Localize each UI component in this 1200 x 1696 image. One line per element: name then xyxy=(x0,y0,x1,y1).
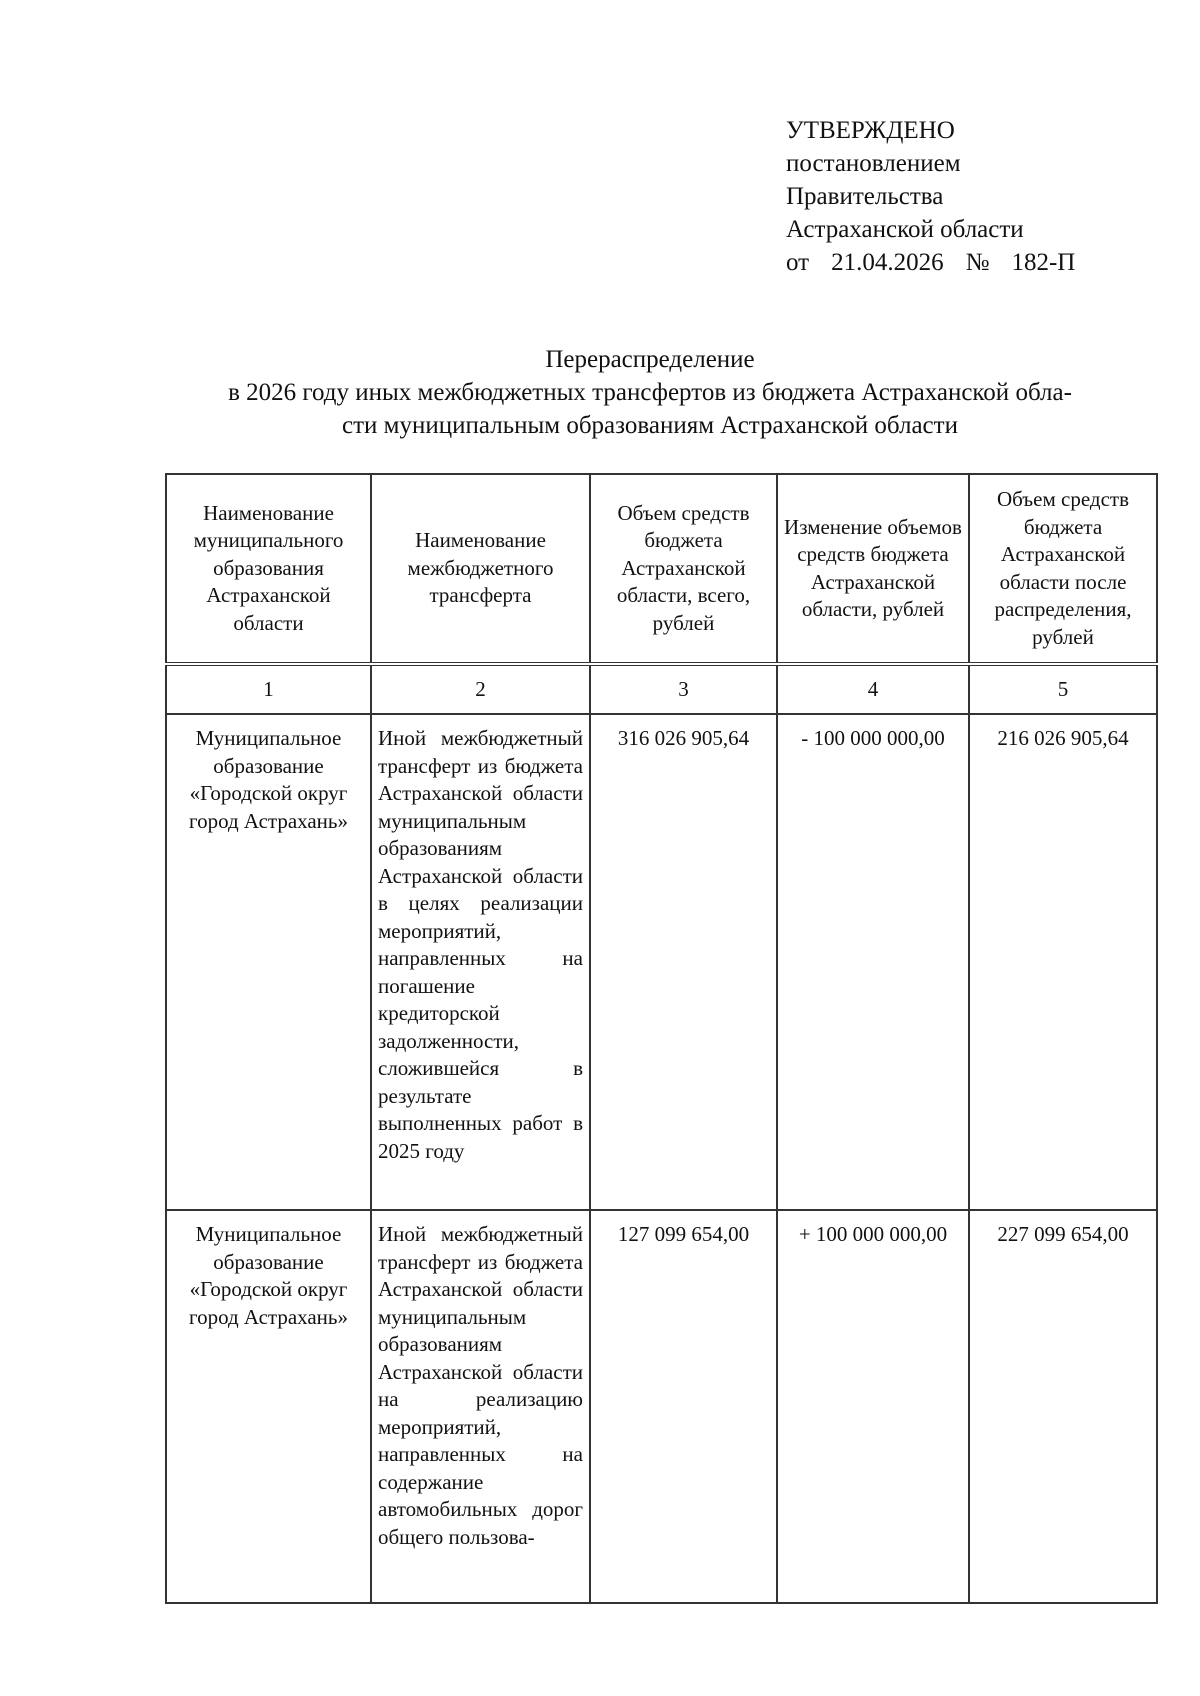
title-line-2: в 2026 году иных межбюджетных трансфертов из бюджета Астраханской обла- xyxy=(228,379,1072,406)
header-cell-after: Объем средств бюджета Астраханской области после распределения, рублей xyxy=(969,474,1157,664)
approval-line: постановлением xyxy=(786,150,961,177)
title-line-3: сти муниципальным образованиям Астраханской области xyxy=(342,412,958,439)
table-row xyxy=(166,714,1157,1210)
transfer-cell: Иной межбюджетный трансферт из бюджета Астраханской области муниципальным образованиям Астраханской области на реализацию мероприятий, направленных на содержание автомобильных дорог общего пользова- xyxy=(371,1210,590,1603)
municipality-cell: Муниципальное образование «Городской округ город Астрахань» xyxy=(166,1210,371,1603)
header-cell-municipality: Наименование муниципального образования Астраханской области xyxy=(166,474,371,664)
column-number-row xyxy=(166,664,1157,714)
after-cell: 216 026 905,64 xyxy=(969,714,1157,1210)
approval-number: 182-П xyxy=(1011,249,1076,276)
change-cell: - 100 000 000,00 xyxy=(777,714,969,1210)
approval-stamp xyxy=(786,114,1075,279)
header-cell-volume: Объем средств бюджета Астраханской области, всего, рублей xyxy=(590,474,777,664)
header-cell-change: Изменение объемов средств бюджета Астраханской области, рублей xyxy=(777,474,969,664)
table-header-row xyxy=(166,474,1157,664)
volume-cell: 316 026 905,64 xyxy=(590,714,777,1210)
approval-date: 21.04.2026 xyxy=(831,249,944,276)
after-cell: 227 099 654,00 xyxy=(969,1210,1157,1603)
transfer-cell: Иной межбюджетный трансферт из бюджета Астраханской области муниципальным образованиям Астраханской области в целях реализации мероприятий, направленных на погашение кредиторской задолженности, сложившейся в результате выполненных работ в 2025 году xyxy=(371,714,590,1210)
number-sign: № xyxy=(965,249,990,276)
title-line-1: Перераспределение xyxy=(545,346,755,373)
approval-date-line xyxy=(786,246,1075,279)
column-number: 4 xyxy=(777,664,969,714)
date-prefix: от xyxy=(786,249,810,276)
volume-cell: 127 099 654,00 xyxy=(590,1210,777,1603)
transfers-table xyxy=(165,473,1156,1604)
column-number: 1 xyxy=(166,664,371,714)
header-cell-transfer: Наименование межбюджетного трансферта xyxy=(371,474,590,664)
column-number: 2 xyxy=(371,664,590,714)
column-number: 5 xyxy=(969,664,1157,714)
document-title xyxy=(150,343,1150,442)
approval-title: УТВЕРЖДЕНО xyxy=(786,117,955,144)
approval-line: Правительства xyxy=(786,183,944,210)
column-number: 3 xyxy=(590,664,777,714)
municipality-cell: Муниципальное образование «Городской округ город Астрахань» xyxy=(166,714,371,1210)
approval-line: Астраханской области xyxy=(786,216,1024,243)
table-row xyxy=(166,1210,1157,1603)
change-cell: + 100 000 000,00 xyxy=(777,1210,969,1603)
